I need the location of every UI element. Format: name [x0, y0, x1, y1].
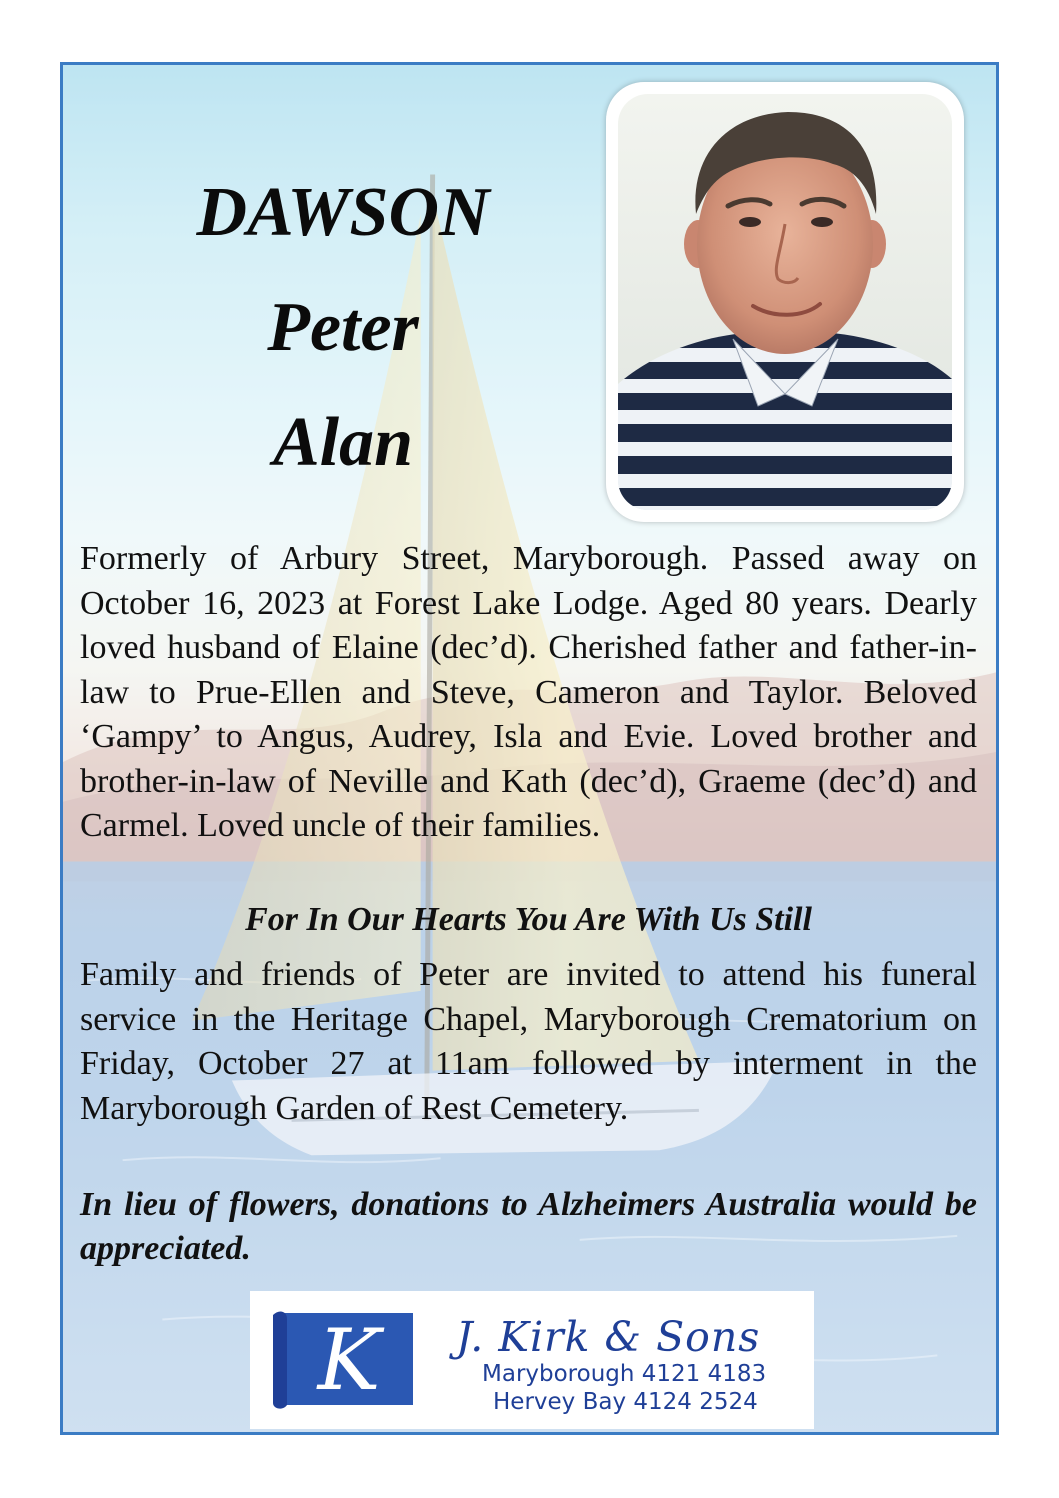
- notice-frame: [60, 62, 999, 1435]
- notice-paragraph-details: Formerly of Arbury Street, Maryborough. Passed away on October 16, 2023 at Forest Lake Lodge. Aged 80 years. Dearly loved husband of Elaine (dec’d). Cherished father and father-in-law to Prue-Ellen and Steve, Cameron and Taylor. Beloved ‘Gampy’ to Angus, Audrey, Isla and Evie. Loved brother and brother-in-law of Neville and Kath (dec’d), Graeme (dec’d) and Carmel. Loved uncle of their families.: [80, 540, 977, 844]
- funeral-director-logo: [250, 1291, 814, 1429]
- maryborough-phone: Maryborough 4121 4183: [482, 1361, 767, 1387]
- surname-heading: DAWSON: [196, 174, 490, 251]
- given-name-first: Peter: [267, 289, 419, 366]
- hervey-bay-phone: Hervey Bay 4124 2524: [493, 1389, 758, 1415]
- donations-note: In lieu of flowers, donations to Alzheimers Australia would be appreciated.: [80, 1186, 977, 1267]
- funeral-director-name: J. Kirk & Sons: [456, 1313, 761, 1361]
- memorial-verse: For In Our Hearts You Are With Us Still: [245, 901, 812, 938]
- kirk-emblem-icon: [269, 1307, 417, 1411]
- emblem-letter: K: [317, 1311, 381, 1409]
- portrait-image: [618, 94, 952, 510]
- notice-paragraph-service: Family and friends of Peter are invited to attend his funeral service in the Heritage Chapel, Maryborough Crematorium on Friday, October 27 at 11am followed by interment in the Maryborough Garden of Rest Cemetery.: [80, 956, 977, 1127]
- given-name-second: Alan: [272, 404, 414, 481]
- portrait-frame: [606, 82, 964, 522]
- portrait-photo: [618, 94, 952, 510]
